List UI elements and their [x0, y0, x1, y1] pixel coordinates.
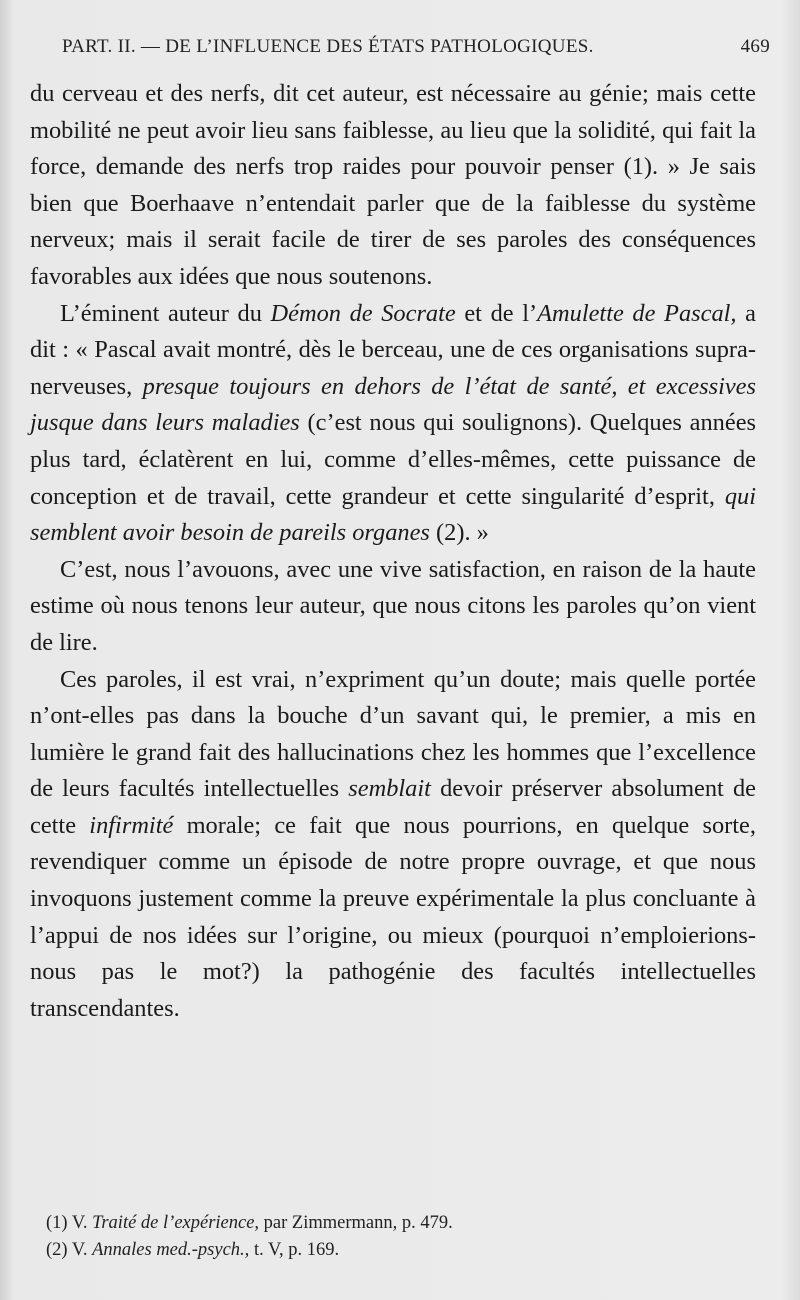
footnote [46, 1210, 746, 1237]
text-segment: et de l’ [455, 299, 538, 327]
text-segment: t. V, p. 169. [249, 1240, 340, 1260]
page-number: 469 [740, 36, 770, 57]
italic-segment: Amulette de Pascal, [537, 299, 737, 327]
text-segment: a dit : « Pascal avait montré, dès le berceau, une de ces organisations supra-nerveuses, [30, 299, 756, 400]
italic-segment: infirmité [89, 811, 174, 839]
paragraph [30, 76, 756, 296]
footnote [46, 1237, 746, 1264]
running-title: PART. II. — DE L’INFLUENCE DES ÉTATS PATHOLOGIQUES. [62, 36, 594, 57]
text-segment: (2) V. [46, 1240, 93, 1260]
footnotes [46, 1210, 746, 1264]
italic-segment: Démon de Socrate [270, 299, 456, 327]
paragraph [30, 552, 756, 662]
italic-segment: Annales med.-psych., [92, 1240, 250, 1260]
text-segment: (2). » [429, 519, 489, 547]
text-segment: Ces paroles, il est vrai, n’expriment qu’un doute; mais quelle portée n’ont-elles pas dans la bouche d’un savant qui, le premier, a mis en lumière le grand fait des hallucinations chez les hommes que l’excellence de leurs facultés intellectuelles [30, 665, 756, 803]
italic-segment: semblait [348, 775, 431, 803]
italic-segment: qui semblent avoir besoin de pareils organes [30, 482, 756, 547]
text-segment: (c’est nous qui soulignons). Quelques années plus tard, éclatèrent en lui, comme d’elles-mêmes, cette puissance de conception et de travail, cette grandeur et cette singularité d’esprit, [30, 409, 757, 510]
running-header [62, 36, 770, 58]
text-segment: (1) V. [46, 1213, 93, 1233]
paragraph [30, 296, 756, 552]
italic-segment: presque toujours en dehors de l’état de santé, et excessives jusque dans leurs maladies [30, 372, 756, 437]
text-segment: du cerveau et des nerfs, dit cet auteur, est nécessaire au génie; mais cette mobilité ne peut avoir lieu sans faiblesse, au lieu que la solidité, qui fait la force, demande des nerfs trop raides pour pouvoir penser (1). » Je sais bien que Boerhaave n’entendait parler que de la faiblesse du système nerveux; mais il serait facile de tirer de ses paroles des conséquences favorables aux idées que nous soutenons. [30, 80, 756, 290]
text-segment: C’est, nous l’avouons, avec une vive satisfaction, en raison de la haute estime où nous tenons leur auteur, que nous citons les paroles qu’on vient de lire. [30, 555, 756, 656]
text-segment: L’éminent auteur du [60, 299, 271, 327]
italic-segment: Traité de l’expérience, [92, 1213, 260, 1233]
text-segment: par Zimmermann, p. 479. [259, 1213, 453, 1233]
paragraph [30, 662, 756, 1028]
text-segment: morale; ce fait que nous pourrions, en quelque sorte, revendiquer comme un épisode de notre propre ouvrage, et que nous invoquons justement comme la preuve expérimentale la plus concluante à l’appui de nos idées sur l’origine, ou mieux (pourquoi n’emploierions-nous pas le mot?) la pathogénie des facultés intellectuelles transcendantes. [30, 811, 756, 1022]
body-text [30, 76, 756, 1027]
text-segment: devoir préserver absolument de cette [30, 775, 756, 839]
